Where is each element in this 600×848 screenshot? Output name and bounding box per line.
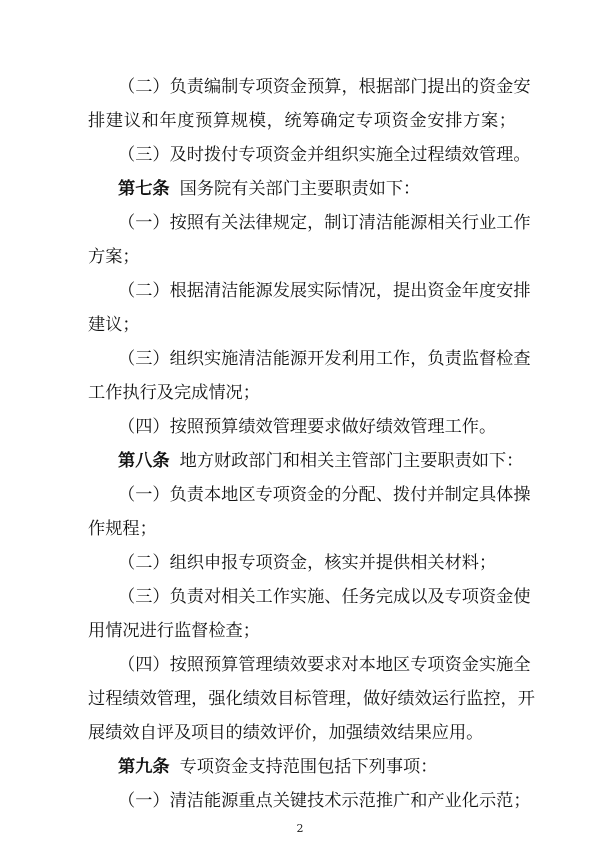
text-line: 排建议和年度预算规模，统筹确定专项资金安排方案； (88, 111, 516, 131)
text-line: （四）按照预算管理绩效要求对本地区专项资金实施全 (118, 655, 531, 675)
page-number: 2 (296, 822, 304, 835)
article-title: 第九条 (118, 757, 170, 777)
text-line: （二）组织申报专项资金，核实并提供相关材料； (118, 553, 497, 573)
text-line: （三）组织实施清洁能源开发利用工作，负责监督检查 (118, 349, 531, 369)
article-text: 地方财政部门和相关主管部门主要职责如下： (179, 451, 524, 471)
text-line: （四）按照预算绩效管理要求做好绩效管理工作。 (118, 417, 497, 437)
article-title: 第八条 (118, 451, 170, 471)
text-line: 作规程； (88, 519, 157, 539)
text-line: 工作执行及完成情况； (88, 383, 260, 403)
article-9 (118, 756, 516, 778)
text-line: 过程绩效管理，强化绩效目标管理，做好绩效运行监控，开 (88, 689, 535, 709)
article-title: 第七条 (118, 179, 170, 199)
text-line: （三）及时拨付专项资金并组织实施全过程绩效管理。 (118, 145, 531, 165)
text-line: 建议； (88, 315, 140, 335)
text-line: （一）按照有关法律规定，制订清洁能源相关行业工作 (118, 213, 531, 233)
article-7 (118, 178, 516, 200)
text-line: （二）根据清洁能源发展实际情况，提出资金年度安排 (118, 281, 531, 301)
text-line: （三）负责对相关工作实施、任务完成以及专项资金使 (118, 587, 531, 607)
article-text: 专项资金支持范围包括下列事项： (179, 757, 438, 777)
text-line: （二）负责编制专项资金预算，根据部门提出的资金安 (118, 77, 531, 97)
text-line: 展绩效自评及项目的绩效评价，加强绩效结果应用。 (88, 723, 484, 743)
article-8 (118, 450, 524, 472)
text-line: （一）负责本地区专项资金的分配、拨付并制定具体操 (118, 485, 531, 505)
text-line: 方案； (88, 247, 140, 267)
text-line: （一）清洁能源重点关键技术示范推广和产业化示范； (118, 791, 531, 811)
text-line: 用情况进行监督检查； (88, 621, 260, 641)
article-text: 国务院有关部门主要职责如下： (179, 179, 421, 199)
